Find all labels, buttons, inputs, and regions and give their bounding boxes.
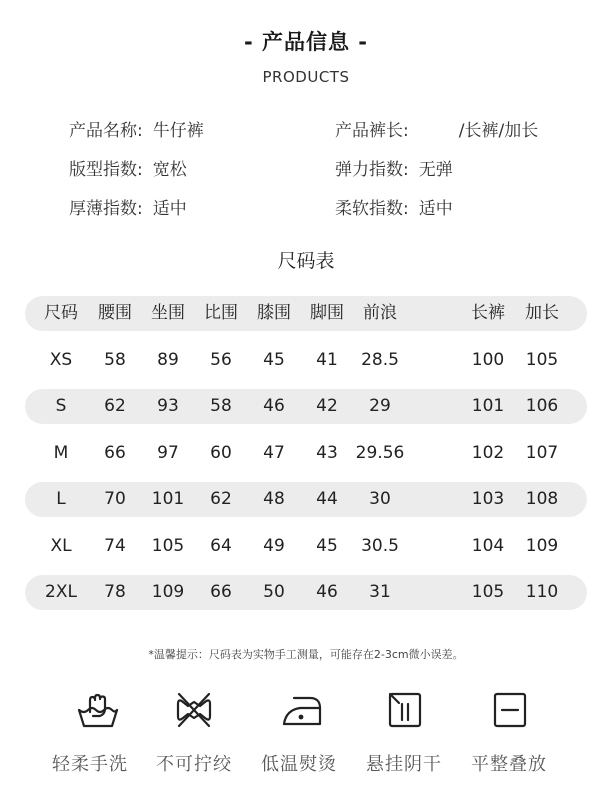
table-cell: 29 <box>369 396 391 416</box>
table-cell: XS <box>49 349 73 370</box>
table-header-cell: 加长 <box>525 303 559 323</box>
table-cell: 109 <box>525 535 559 556</box>
table-cell: 105 <box>151 535 185 556</box>
table-cell: 30 <box>369 489 391 509</box>
table-cell: 105 <box>471 582 505 602</box>
table-cell: 97 <box>157 442 179 463</box>
table-cell: 50 <box>263 582 285 602</box>
table-cell: 101 <box>471 396 505 416</box>
table-header-cell: 比围 <box>204 303 238 323</box>
table-cell: 46 <box>263 396 285 416</box>
table-cell: 109 <box>151 582 185 602</box>
info-softness <box>335 194 453 219</box>
table-cell: 41 <box>316 349 338 370</box>
table-cell: 28.5 <box>361 349 399 370</box>
table-cell: 45 <box>316 535 338 556</box>
info-name-label: 产品名称: <box>69 121 143 141</box>
table-cell: 31 <box>369 582 391 602</box>
table-cell: 56 <box>210 349 232 370</box>
hand-wash-icon <box>76 690 120 730</box>
size-chart-title: 尺码表 <box>277 250 335 272</box>
table-cell: 62 <box>210 489 232 509</box>
table-header-row <box>25 296 587 331</box>
table-cell: 108 <box>525 489 559 509</box>
table-cell: 110 <box>525 582 559 602</box>
table-cell: 49 <box>263 535 285 556</box>
table-cell: 101 <box>151 489 185 509</box>
care-label: 不可拧绞 <box>156 754 232 775</box>
page-title: - 产品信息 - <box>243 30 369 54</box>
table-header-cell: 坐围 <box>151 303 185 323</box>
care-label: 平整叠放 <box>471 754 547 775</box>
table-cell: XL <box>50 535 72 556</box>
table-cell: M <box>53 442 69 463</box>
table-cell: 70 <box>104 489 126 509</box>
table-cell: 93 <box>157 396 179 416</box>
table-cell: 74 <box>104 535 126 556</box>
table-header-cell: 膝围 <box>257 303 291 323</box>
table-cell: 29.56 <box>355 442 405 463</box>
table-cell: S <box>55 396 67 416</box>
table-cell: 30.5 <box>361 535 399 556</box>
table-cell: 42 <box>316 396 338 416</box>
table-cell: 106 <box>525 396 559 416</box>
table-cell: 2XL <box>45 582 77 602</box>
table-cell: 103 <box>471 489 505 509</box>
hang-dry-shade-icon <box>383 690 427 730</box>
info-stretch-value: 无弹 <box>418 160 453 180</box>
table-cell: 64 <box>210 535 232 556</box>
table-header-cell: 尺码 <box>44 303 78 323</box>
table-cell: 44 <box>316 489 338 509</box>
info-length-value: /长裤/加长 <box>458 121 539 141</box>
table-cell: 62 <box>104 396 126 416</box>
table-header-cell: 腰围 <box>98 303 132 323</box>
table-cell: 58 <box>210 396 232 416</box>
table-cell: 60 <box>210 442 232 463</box>
care-label: 低温熨烫 <box>261 754 337 775</box>
table-cell: 66 <box>210 582 232 602</box>
table-cell: 46 <box>316 582 338 602</box>
info-name-value: 牛仔裤 <box>152 121 204 141</box>
info-softness-label: 柔软指数: <box>335 199 409 219</box>
info-thickness-label: 厚薄指数: <box>69 199 143 219</box>
care-label: 悬挂阴干 <box>366 754 442 775</box>
table-cell: 58 <box>104 349 126 370</box>
table-row <box>25 482 587 517</box>
table-cell: 104 <box>471 535 505 556</box>
measurement-note: *温馨提示：尺码表为实物手工测量，可能存在2-3cm微小误差。 <box>148 648 464 661</box>
info-stretch-label: 弹力指数: <box>335 160 409 180</box>
info-fit-value: 宽松 <box>152 160 187 180</box>
info-length <box>335 116 538 141</box>
do-not-wring-icon <box>172 690 216 730</box>
dry-flat-icon <box>488 690 532 730</box>
table-row <box>25 436 587 471</box>
care-label: 轻柔手洗 <box>52 754 128 775</box>
page-subtitle: PRODUCTS <box>262 68 350 86</box>
info-stretch <box>335 155 453 180</box>
table-header-cell: 长裤 <box>471 303 505 323</box>
table-row <box>25 389 587 424</box>
low-iron-icon <box>280 690 324 730</box>
table-cell: L <box>56 489 66 509</box>
table-cell: 45 <box>263 349 285 370</box>
table-cell: 66 <box>104 442 126 463</box>
table-row <box>25 575 587 610</box>
table-cell: 100 <box>471 349 505 370</box>
table-row <box>25 343 587 378</box>
table-cell: 102 <box>471 442 505 463</box>
table-cell: 107 <box>525 442 559 463</box>
info-thickness-value: 适中 <box>152 199 187 219</box>
info-fit <box>69 155 187 180</box>
table-cell: 47 <box>263 442 285 463</box>
table-row <box>25 529 587 564</box>
table-cell: 43 <box>316 442 338 463</box>
table-cell: 78 <box>104 582 126 602</box>
table-header-cell: 前浪 <box>363 303 397 323</box>
table-header-cell: 脚围 <box>310 303 344 323</box>
info-name <box>69 116 204 141</box>
info-fit-label: 版型指数: <box>69 160 143 180</box>
info-thickness <box>69 194 187 219</box>
size-table <box>25 296 587 622</box>
table-cell: 105 <box>525 349 559 370</box>
info-softness-value: 适中 <box>418 199 453 219</box>
info-length-label: 产品裤长: <box>335 121 409 141</box>
table-cell: 89 <box>157 349 179 370</box>
table-cell: 48 <box>263 489 285 509</box>
